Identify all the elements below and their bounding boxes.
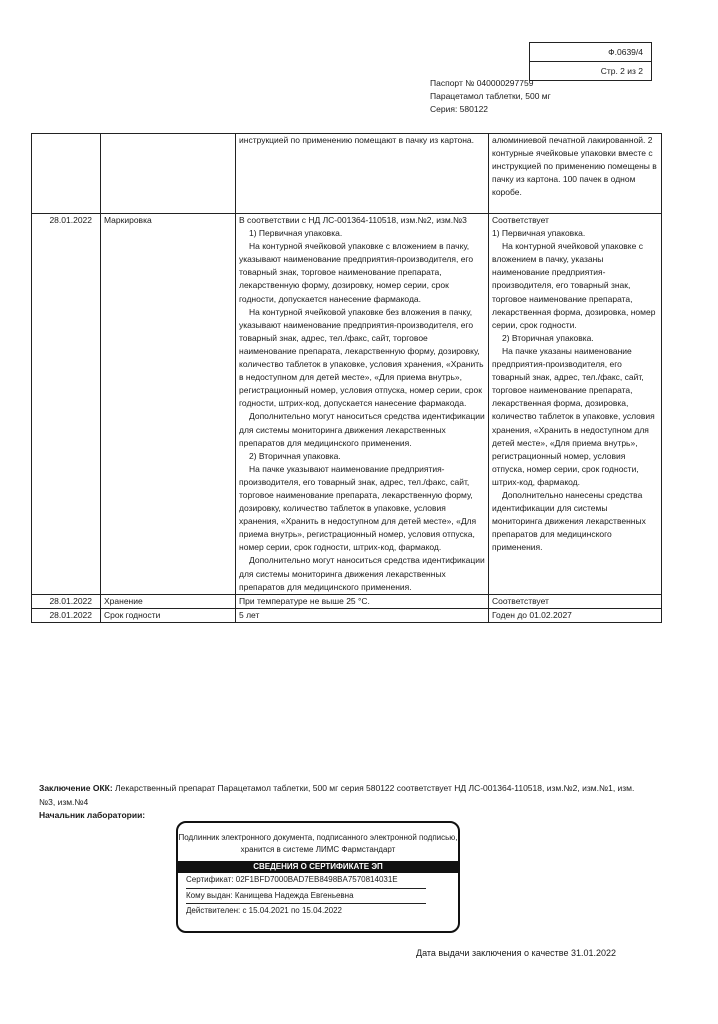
row-name: Маркировка: [101, 214, 236, 595]
passport-product: Парацетамол таблетки, 500 мг: [430, 91, 551, 101]
page-number: Стр. 2 из 2: [530, 61, 651, 80]
stamp-band: СВЕДЕНИЯ О СЕРТИФИКАТЕ ЭП: [178, 861, 458, 873]
row-result: алюминиевой печатной лакированной. 2 контурные ячейковые упаковки вместе с инструкцией по применению помещены в пачку из картона. 100 пачек в одном коробе.: [489, 134, 662, 214]
row-requirement: При температуре не выше 25 °С.: [236, 594, 489, 608]
requirement-paragraph: Дополнительно могут наноситься средства идентификации для системы мониторинга движения лекарственных препаратов для медицинского применения.: [239, 411, 485, 448]
requirement-paragraph: На контурной ячейковой упаковке с вложением в пачку, указывают наименование предприятия-производителя, его товарный знак, торговое наименование препарата, лекарственную форму, дозировку, номер серии, срок годности, допускается нанесение фармакода.: [239, 241, 474, 304]
table-row: [32, 214, 662, 595]
passport-series: Серия: 580122: [430, 104, 489, 114]
passport-number: Паспорт № 040000297759: [430, 78, 534, 88]
row-date: 28.01.2022: [32, 608, 101, 622]
e-signature-stamp: [176, 821, 460, 933]
requirement-paragraph: 1) Первичная упаковка.: [249, 228, 343, 239]
row-result: Соответствует: [489, 594, 662, 608]
conclusion-text: [39, 782, 639, 809]
row-result: Годен до 01.02.2027: [489, 608, 662, 622]
row-requirement: [236, 214, 489, 595]
result-paragraph: 1) Первичная упаковка.: [492, 228, 586, 239]
row-name: Хранение: [101, 594, 236, 608]
row-requirement: инструкцией по применению помещают в пачку из картона.: [236, 134, 489, 214]
row-result: [489, 214, 662, 595]
stamp-text: Подлинник электронного документа, подписанного электронной подписью, хранится в системе ЛИМС Фармстандарт: [178, 833, 458, 854]
conclusion-label: Заключение ОКК:: [39, 783, 113, 793]
result-paragraph: 2) Вторичная упаковка.: [502, 332, 594, 343]
table-row: [32, 134, 662, 214]
form-code: Ф.0639/4: [608, 47, 643, 57]
row-requirement: 5 лет: [236, 608, 489, 622]
table-row: [32, 594, 662, 608]
row-date: 28.01.2022: [32, 594, 101, 608]
row-date: 28.01.2022: [32, 214, 101, 595]
result-paragraph: Дополнительно нанесены средства идентификации для системы мониторинга движения лекарственных препаратов для медицинского применения.: [492, 489, 646, 553]
certificate-validity: Действителен: с 15.04.2021 по 15.04.2022: [186, 903, 426, 919]
lab-head-label: Начальник лаборатории:: [39, 810, 146, 820]
conclusion-block: [39, 782, 639, 823]
requirement-paragraph: На контурной ячейковой упаковке без вложения в пачку, указывают наименование предприятия-производителя, его товарный знак, адрес, тел./факс, сайт, торговое наименование препарата, лекарственную форму, дозировку, количество таблеток в упаковке, условия хранения, «Хранить в недоступном для детей месте», «Для приема внутрь», регистрационный номер, условия отпуска, номер серии, срок годности, штрих-код, допускается нанесение фармакода.: [239, 306, 484, 409]
row-date: [32, 134, 101, 214]
table-row: [32, 608, 662, 622]
row-name: [101, 134, 236, 214]
requirement-paragraph: 2) Вторичная упаковка.: [249, 450, 341, 461]
form-code-box: [529, 42, 652, 81]
requirement-paragraph: В соответствии с НД ЛС-001364-110518, изм.№2, изм.№3: [239, 215, 467, 225]
certificate-owner: Кому выдан: Канищева Надежда Евгеньевна: [186, 888, 426, 904]
requirement-paragraph: На пачке указывают наименование предприятия-производителя, его товарный знак, адрес, тел./факс, сайт, торговое наименование препарата, лекарственную форму, дозировку, количество таблеток в упаковке, условия хранения, «Хранить в недоступном для детей месте», «Для приема внутрь», регистрационный номер, условия отпуска, номер серии, срок годности, штрих-код, фармакод.: [239, 463, 477, 553]
requirement-paragraph: Дополнительно могут наноситься средства идентификации для системы мониторинга движения лекарственных препаратов для медицинского применения.: [239, 555, 485, 592]
result-paragraph: На пачке указаны наименование предприятия-производителя, его товарный знак, адрес, тел./факс, сайт, торговое наименование препарата, лекарственная форма, дозировка, количество таблеток в упаковке, условия хранения, «Хранить в недоступном для детей месте», «Для приема внутрь», регистрационный номер, условия отпуска, номер серии, срок годности, штрих-код, фармакод.: [492, 345, 655, 487]
issue-date: Дата выдачи заключения о качестве 31.01.2022: [416, 948, 616, 958]
row-name: Срок годности: [101, 608, 236, 622]
conclusion-body: Лекарственный препарат Парацетамол таблетки, 500 мг серия 580122 соответствует НД ЛС-001364-110518, изм.№2, изм.№1, изм.№3, изм.№4: [39, 783, 635, 807]
passport-info: [430, 77, 551, 116]
result-paragraph: Соответствует: [492, 215, 549, 225]
certificate-number: Сертификат: 02F1BFD7000BAD7EB8498BA7570814031E: [186, 875, 398, 884]
test-results-table: [31, 133, 662, 623]
result-paragraph: На контурной ячейковой упаковке с вложением в пачку, указаны наименование предприятия-производителя, его товарный знак, торговое наименование препарата, лекарственная форма, дозировка, номер серии, срок годности.: [492, 241, 656, 330]
